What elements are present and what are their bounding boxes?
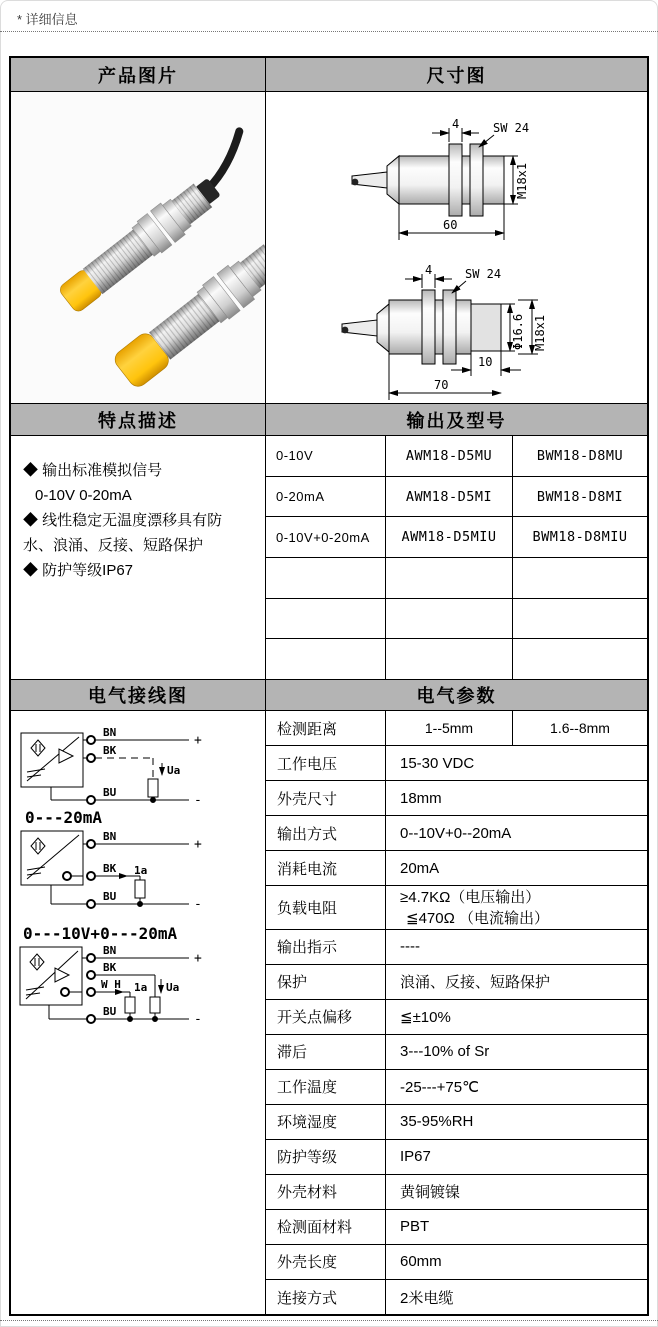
- svg-text:Ua: Ua: [167, 764, 181, 777]
- svg-text:BK: BK: [103, 961, 117, 974]
- svg-text:1a: 1a: [134, 864, 148, 877]
- svg-text:60: 60: [443, 218, 458, 232]
- svg-text:BU: BU: [103, 1005, 117, 1018]
- model-row: [266, 516, 647, 557]
- param-row: 输出方式 0--10V+0--20mA: [266, 815, 647, 850]
- param-value: 1--5mm: [385, 711, 512, 745]
- section2-header: [11, 403, 647, 435]
- features-cell: [11, 436, 266, 679]
- section3-body: [11, 710, 647, 1314]
- section3-header: [11, 679, 647, 710]
- model-b: BWM18-D8MIU: [512, 517, 647, 557]
- param-row: 滞后 3---10% of Sr: [266, 1034, 647, 1069]
- model-row: [266, 638, 647, 679]
- param-row: 开关点偏移 ≦±10%: [266, 999, 647, 1034]
- param-row: 负载电阻 ≥4.7KΩ（电压输出） ≦470Ω （电流输出）: [266, 885, 647, 929]
- svg-text:Φ16.6: Φ16.6: [511, 313, 525, 350]
- top-divider: [0, 31, 658, 32]
- svg-text:4: 4: [425, 263, 433, 277]
- svg-text:0---20mA: 0---20mA: [25, 808, 103, 827]
- feature-line: ◆ 防护等级IP67: [23, 562, 134, 579]
- product-image-header: 产品图片: [11, 58, 266, 91]
- param-row: 外壳长度 60mm: [266, 1244, 647, 1279]
- svg-text:-: -: [194, 793, 202, 808]
- product-photo: [11, 92, 266, 403]
- svg-text:+: +: [194, 951, 202, 966]
- wiring-header: 电气接线图: [11, 680, 266, 710]
- svg-text:70: 70: [434, 378, 449, 392]
- wiring-cell: [11, 711, 266, 1314]
- svg-text:BN: BN: [103, 726, 117, 739]
- svg-text:+: +: [194, 733, 202, 748]
- param-row: 连接方式 2米电缆: [266, 1279, 647, 1314]
- model-a: AWM18-D5MI: [385, 477, 512, 517]
- svg-text:M18x1: M18x1: [533, 314, 547, 351]
- params-header: 电气参数: [416, 686, 497, 706]
- model-b: BWM18-D8MU: [512, 436, 647, 476]
- svg-text:0---10V+0---20mA: 0---10V+0---20mA: [23, 924, 178, 943]
- feature-line: 0-10V 0-20mA: [35, 487, 132, 504]
- output-type: 0-20mA: [276, 489, 325, 504]
- model-row: [266, 476, 647, 517]
- model-a: AWM18-D5MU: [385, 436, 512, 476]
- section1-body: [11, 91, 647, 403]
- svg-text:1a: 1a: [134, 981, 148, 994]
- section2-body: [11, 435, 647, 679]
- svg-text:-: -: [194, 897, 202, 912]
- product-photo-cell: [11, 92, 266, 403]
- feature-line: ◆ 输出标准模拟信号: [23, 462, 163, 479]
- dimension-cell: [266, 92, 647, 403]
- param-row: 保护 浪涌、反接、短路保护: [266, 964, 647, 999]
- model-a: AWM18-D5MIU: [385, 517, 512, 557]
- svg-text:BK: BK: [103, 744, 117, 757]
- features-header: 特点描述: [11, 404, 266, 435]
- feature-line: 水、浪涌、反接、短路保护: [23, 537, 204, 554]
- svg-text:+: +: [194, 837, 202, 852]
- param-row: 消耗电流 20mA: [266, 850, 647, 885]
- svg-text:BK: BK: [103, 862, 117, 875]
- svg-text:BU: BU: [103, 890, 117, 903]
- bottom-divider: [0, 1320, 658, 1321]
- models-header: 输出及型号: [406, 410, 507, 431]
- model-row: [266, 557, 647, 598]
- model-row: [266, 436, 647, 476]
- param-row: 外壳材料 黄铜镀镍: [266, 1174, 647, 1209]
- models-cell: [266, 436, 647, 679]
- param-row: 工作温度 -25---+75℃: [266, 1069, 647, 1104]
- wiring-diagrams: [11, 711, 266, 1314]
- dimension-diagram-1: [266, 92, 646, 248]
- svg-text:SW 24: SW 24: [465, 267, 502, 281]
- svg-text:BN: BN: [103, 830, 117, 843]
- spec-table: [9, 56, 649, 1316]
- feature-line: ◆ 线性稳定无温度漂移具有防: [23, 512, 223, 529]
- output-type: 0-10V+0-20mA: [276, 529, 370, 545]
- svg-text:M18x1: M18x1: [515, 162, 529, 199]
- svg-text:BU: BU: [103, 786, 117, 799]
- svg-text:-: -: [194, 1012, 202, 1027]
- svg-text:BN: BN: [103, 944, 117, 957]
- params-cell: [266, 711, 647, 1314]
- param-row: 环境湿度 35-95%RH: [266, 1104, 647, 1139]
- param-row: 防护等级 IP67: [266, 1139, 647, 1174]
- param-row: 工作电压 15-30 VDC: [266, 745, 647, 780]
- param-row: [266, 711, 647, 745]
- output-type: 0-10V: [276, 448, 314, 464]
- svg-text:W H: W H: [101, 978, 121, 991]
- param-row: 输出指示 ----: [266, 929, 647, 964]
- svg-text:10: 10: [478, 355, 493, 369]
- svg-text:SW 24: SW 24: [493, 121, 530, 135]
- svg-text:4: 4: [452, 117, 460, 131]
- svg-text:Ua: Ua: [166, 981, 180, 994]
- param-row: 外壳尺寸 18mm: [266, 780, 647, 815]
- param-row: 检测面材料 PBT: [266, 1209, 647, 1244]
- dimension-diagram-2: [266, 248, 646, 403]
- param-label: 检测距离: [277, 720, 338, 738]
- page-note: * 详细信息: [17, 12, 78, 27]
- model-b: BWM18-D8MI: [512, 477, 647, 517]
- dimension-header: 尺寸图: [426, 65, 487, 86]
- model-row: [266, 598, 647, 639]
- section1-header: [11, 58, 647, 91]
- param-value: 1.6--8mm: [512, 711, 647, 745]
